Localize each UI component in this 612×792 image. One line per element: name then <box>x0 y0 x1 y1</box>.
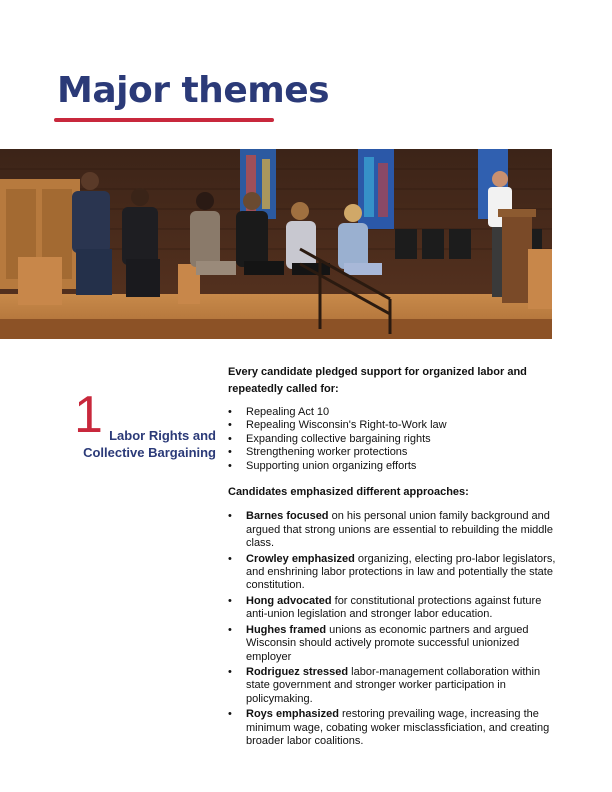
list-item: • Expanding collective bargaining rights <box>228 433 558 446</box>
candidate-lead: Crowley emphasized <box>246 552 355 565</box>
approaches-heading: Candidates emphasized different approaches: <box>228 486 469 499</box>
candidate-text: unions as economic partners and argued Wisconsin should actively promote successful unionized employer <box>246 623 529 663</box>
list-item: • Repealing Wisconsin's Right-to-Work law <box>228 419 558 432</box>
list-item <box>228 510 558 550</box>
candidate-lead: Roys emphasized <box>246 708 339 721</box>
list-item <box>228 666 558 706</box>
list-item <box>228 624 558 664</box>
candidate-text: on his personal union family background and argued that strong unions are essential to rebuilding the middle class. <box>246 510 553 550</box>
candidate-text: organizing, electing pro-labor legislators, and enshrining labor protections in law and potentially the state constitution. <box>246 552 556 592</box>
candidate-lead: Rodriguez stressed <box>246 665 349 678</box>
page-title: Major themes <box>57 70 330 111</box>
approaches-list <box>228 510 558 748</box>
candidate-text: restoring prevailing wage, increasing the minimum wage, cobating woker misclassficiation, and creating broader labor coalitions. <box>246 708 550 747</box>
intro-text: Every candidate pledged support for organized labor and repeatedly called for: <box>228 366 527 395</box>
candidate-text: for constitutional protections against future anti-union legislation and stronger labor education. <box>246 594 542 621</box>
list-item <box>228 595 558 622</box>
theme-label-line2: Collective Bargaining <box>83 445 216 460</box>
forum-photo <box>0 149 552 339</box>
candidate-lead: Hong advocated <box>246 594 332 607</box>
theme-number: 1 <box>74 386 103 444</box>
theme-body <box>228 364 558 750</box>
candidate-text: labor-management collaboration within state government and stronger worker participation in policymaking. <box>246 665 541 705</box>
theme-label-line1: Labor Rights and <box>109 428 216 443</box>
list-item <box>228 708 558 748</box>
list-item: • Strengthening worker protections <box>228 446 558 459</box>
list-item: • Repealing Act 10 <box>228 406 558 419</box>
demands-list <box>228 406 558 473</box>
candidate-lead: Barnes focused <box>246 510 329 523</box>
title-underline <box>54 118 274 122</box>
candidate-lead: Hughes framed <box>246 623 327 636</box>
list-item: • Supporting union organizing efforts <box>228 460 558 473</box>
list-item <box>228 553 558 593</box>
theme-label <box>76 427 216 461</box>
